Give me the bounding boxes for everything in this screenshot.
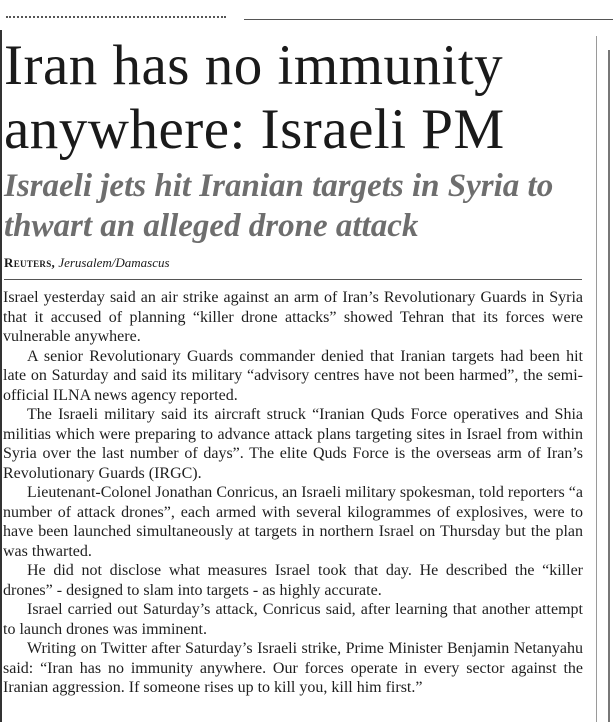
article-byline (4, 254, 584, 272)
article-paragraph: A senior Revolutionary Guards commander denied that Iranian targets had been hit late on Saturday and said its military “advisory centres have not been harmed”, the semi-official ILNA news agency reported. (3, 347, 583, 404)
left-column-rule (0, 30, 2, 722)
adjacent-column-edge-dark (608, 50, 610, 722)
adjacent-column-edge (596, 36, 597, 722)
article-paragraph: Writing on Twitter after Saturday’s Israeli strike, Prime Minister Benjamin Netanyahu said: “Iran has no immunity anywhere. Our forces operate in every sector against the Iranian aggression. If someone rises up to kill you, kill him first.” (3, 640, 583, 696)
article-paragraph: He did not disclose what measures Israel took that day. He described the “killer drones” - designed to slam into targets - as highly accurate. (3, 562, 583, 599)
article-paragraph: Israel carried out Saturday’s attack, Conricus said, after learning that another attempt to launch drones was imminent. (3, 601, 583, 638)
article-paragraph: Lieutenant-Colonel Jonathan Conricus, an Israeli military spokesman, told reporters “a number of attack drones”, each armed with several kilogrammes of explosives, were to have been launched simultaneously at targets in northern Israel on Thursday but the plan was thwarted. (3, 484, 583, 560)
article-paragraph: Israel yesterday said an air strike against an arm of Iran’s Revolutionary Guards in Syria that it accused of planning “killer drone attacks” showed Tehran that its forces were vulnerable anywhere. (3, 289, 583, 345)
article-subheadline: Israeli jets hit Iranian targets in Syria to thwart an alleged drone attack (4, 168, 554, 244)
dotted-divider (6, 16, 226, 18)
article-body (3, 288, 583, 698)
byline-agency: Reuters, (4, 255, 56, 270)
top-rule-divider (244, 19, 613, 20)
article-paragraph: The Israeli military said its aircraft struck “Iranian Quds Force operatives and Shia militias which were preparing to advance attack plans targeting sites in Israel from within Syria over the last number of days”. The elite Quds Force is the overseas arm of Iran’s Revolutionary Guards (IRGC). (3, 406, 583, 482)
byline-location: Jerusalem/Damascus (58, 255, 170, 270)
article-headline: Iran has no immunity anywhere: Israeli PM (4, 34, 505, 161)
byline-divider (4, 279, 582, 280)
